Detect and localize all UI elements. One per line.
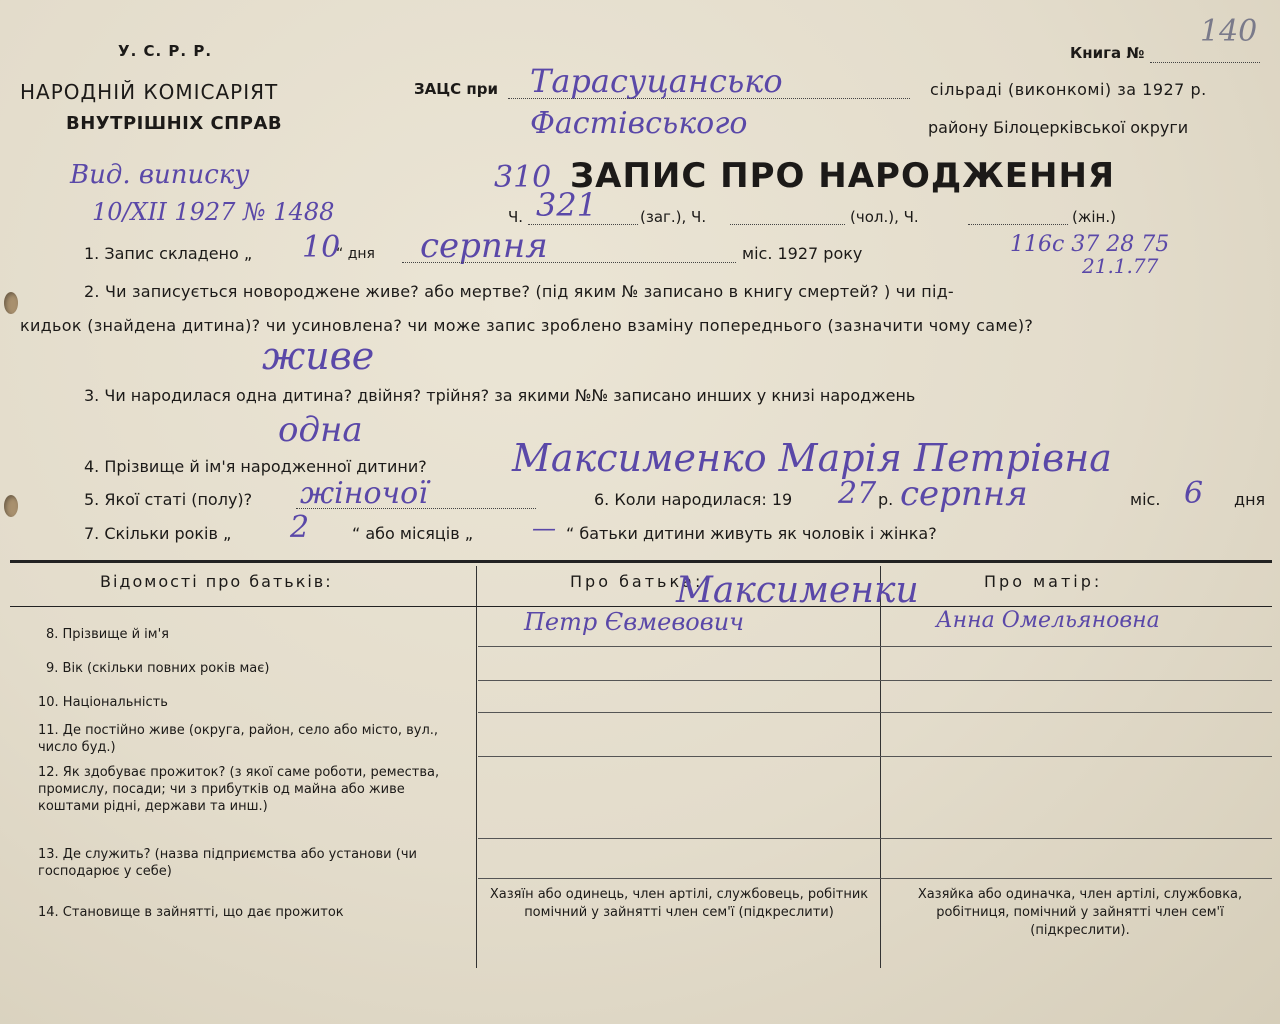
item5-answer-handwritten: жіночої [300,476,428,511]
table-col-divider-1 [476,566,477,968]
district-handwritten: Фастівського [530,106,748,141]
book-number-handwritten: 140 [1200,14,1258,49]
item7-suffix: “ батьки дитини живуть як чоловік і жінка? [566,524,937,543]
item1-suffix: міс. 1927 року [742,244,863,263]
item1-day-handwritten: 10 [302,230,341,265]
side-note-line2: 21.1.77 [1082,254,1159,278]
zhin-line [968,224,1068,225]
row-label-employment: 13. Де служить? (назва підприємства або установи (чи господарює у себе) [38,847,417,879]
item7-months-handwritten: — [532,514,556,542]
chol-label: (чол.), Ч. [850,208,919,226]
item6-day-handwritten: 6 [1184,476,1204,511]
zags-line [508,98,910,99]
father-name-handwritten: Петр Євмевович [524,608,745,636]
row-label-livelihood: 12. Як здобуває прожиток? (з якої саме роботи, ремества, промислу, посади; чи з прибутків од майна або живе коштами рідні, держави та инш.) [38,765,440,814]
item2-line1: 2. Чи записується новороджене живе? або мертве? (під яким № записано в книгу смертей? ) чи під- [84,282,954,301]
item7-prefix: 7. Скільки років „ [84,524,232,543]
ch-value-handwritten: 321 [536,186,598,224]
zags-label: ЗАЦС при [414,80,499,98]
item5-line [296,508,536,509]
item6-dnya: дня [1234,490,1266,509]
item3-answer-handwritten: одна [278,410,363,450]
commissariat-line1: НАРОДНІЙ КОМІСАРІЯТ [20,80,279,104]
row-label-nationality: 10. Національність [38,695,168,710]
table-top-border [10,560,1272,563]
item1-month-line [402,262,736,263]
row-divider [478,712,1272,713]
district-text: району Білоцерківської округи [928,118,1189,137]
zag-label: (заг.), Ч. [640,208,707,226]
binder-hole [4,292,18,314]
commissariat-line2: ВНУТРІШНІХ СПРАВ [66,113,283,134]
item3-line: 3. Чи народилася одна дитина? двійня? трійня? за якими №№ записано инших у книзі народжень [84,386,916,405]
row-label-name: 8. Прізвище й ім'я [46,627,169,642]
item1-month-handwritten: серпня [420,226,548,266]
item7-years-handwritten: 2 [290,510,310,545]
zhin-label: (жін.) [1072,208,1116,226]
row-label-residence: 11. Де постійно живе (округа, район, село або місто, вул., число буд.) [38,723,439,755]
item2-line2: кидьок (знайдена дитина)? чи усиновлена? чи може запис зроблено взаміну попереднього (зазначити чому саме)? [20,316,1034,335]
item6-month-handwritten: серпня [900,474,1028,514]
selrada-text: сільраді (виконкомі) за 1927 р. [930,80,1207,99]
mother-name-handwritten: Анна Омельяновна [936,608,1160,633]
table-header-mother: Про матір: [984,572,1103,591]
issued-extract-note-line1: Вид. виписку [70,160,250,190]
issued-extract-note-line2: 10/XII 1927 № 1488 [92,198,335,226]
item1-mid: “ дня [336,246,375,262]
book-number-line [1150,62,1260,63]
zags-handwritten: Тарасуцансько [530,62,783,100]
parents-surname-handwritten: Максименки [676,570,919,611]
row-divider [478,646,1272,647]
chol-line [730,224,845,225]
item4-answer-handwritten: Максименко Марія Петрівна [512,436,1112,480]
ch-label: Ч. [508,208,524,226]
row-divider [478,838,1272,839]
row-divider [478,680,1272,681]
item1-prefix: 1. Запис складено „ [84,244,253,263]
row-divider [478,878,1272,879]
item2-answer-handwritten: живе [262,334,375,378]
item6-r: р. [878,490,894,509]
row-label-occupation-status: 14. Становище в зайнятті, що дає прожиток [38,905,344,920]
table-col-divider-2 [880,566,881,968]
row-label-age: 9. Вік (скільки повних років має) [46,661,270,676]
item6-mis: міс. [1130,490,1161,509]
ussr-label: У. С. Р. Р. [118,42,213,60]
book-label: Книга № [1070,44,1145,62]
table-header-father: Про батька: [570,572,704,591]
mother-status-note: Хазяйка або одиначка, член артілі, службовка, робітниця, помічний у зайнятті член сем'ї (підкреслити). [917,887,1243,938]
title-number-handwritten: 310 [494,160,552,195]
ch-line [528,224,638,225]
row-divider [478,756,1272,757]
binder-hole [4,495,18,517]
side-note-line1: 116с 37 28 75 [1010,232,1170,257]
item5-label: 5. Якої статі (полу)? [84,490,253,509]
item4-label: 4. Прізвище й ім'я народженної дитини? [84,457,427,476]
item7-mid: “ або місяців „ [352,524,473,543]
table-header-border [10,606,1272,607]
item6-label: 6. Коли народилася: 19 [594,490,793,509]
record-title: ЗАПИС ПРО НАРОДЖЕННЯ [570,156,1116,196]
father-status-note: Хазяїн або одинець, член артілі, службовець, робітник помічний у зайнятті член сем'ї (підкреслити) [489,887,869,920]
table-header-parents: Відомості про батьків: [100,572,333,591]
item6-year-handwritten: 27 [838,476,877,511]
